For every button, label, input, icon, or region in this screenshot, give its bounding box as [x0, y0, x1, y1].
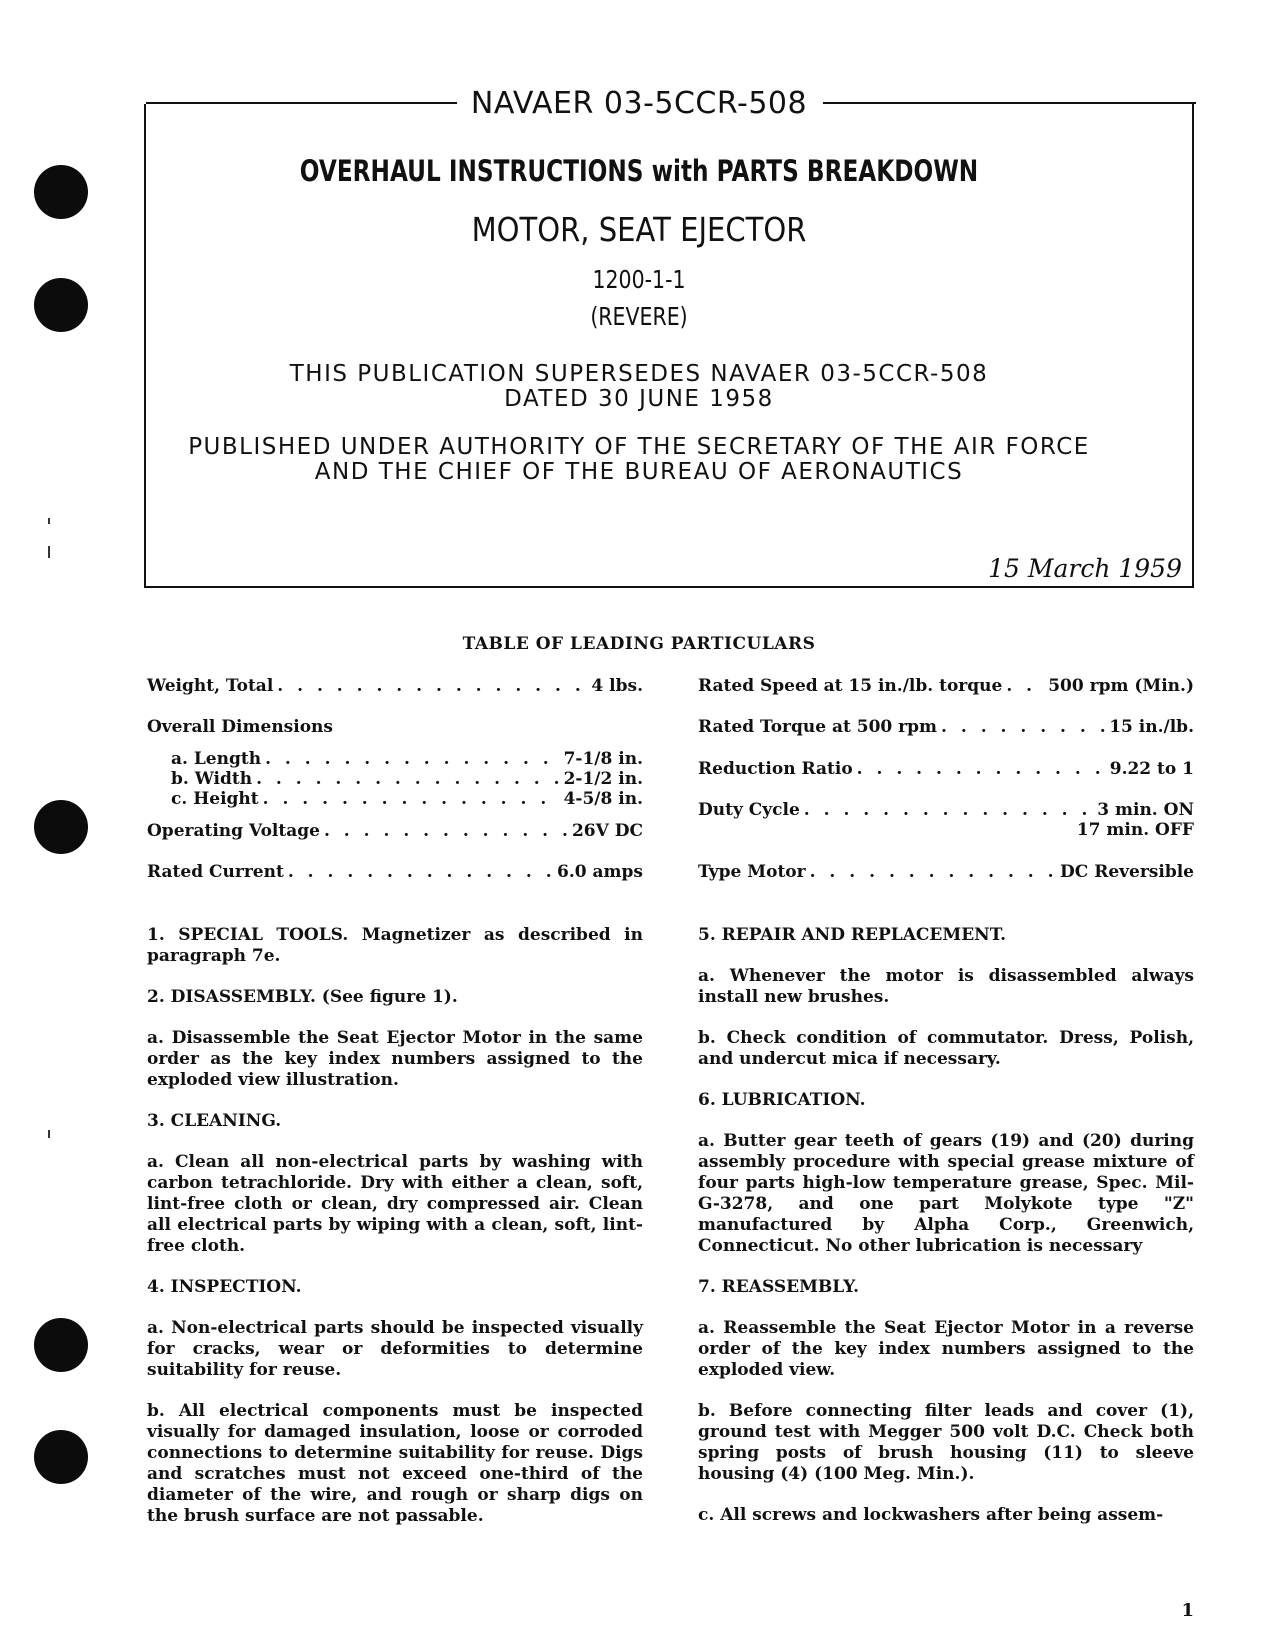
inspection-b: b. All electrical components must be inspected visually for damaged insulation, loose or corroded connections to determine suitability for reuse. Digs and scratches must not exceed one-third of the diameter of the wire, and rough or sharp digs on the brush surface are not passable.: [147, 1401, 643, 1526]
punch-hole: [34, 800, 88, 854]
reassembly-b: b. Before connecting filter leads and cover (1), ground test with Megger 500 volt D.C. Check both spring posts of brush housing (11) to sleeve housing (4) (100 Meg. Min.).: [698, 1401, 1194, 1484]
page-number: 1: [1181, 1600, 1194, 1621]
particular-duty: Duty Cycle . . . 3 min. ON: [698, 800, 1194, 820]
particular-ratio: Reduction Ratio . . . 9.22 to 1: [698, 759, 1194, 779]
repair-b: b. Check condition of commutator. Dress, Polish, and undercut mica if necessary.: [698, 1028, 1194, 1069]
publication-date: 15 March 1959: [988, 554, 1182, 583]
section-repair: 5. REPAIR AND REPLACEMENT.: [698, 925, 1007, 945]
inspection-a: a. Non-electrical parts should be inspected visually for cracks, wear or deformities to determine suitability for reuse.: [147, 1318, 643, 1380]
reassembly-a: a. Reassemble the Seat Ejector Motor in a reverse order of the key index numbers assigned to the exploded view.: [698, 1318, 1194, 1380]
particular-speed: Rated Speed at 15 in./lb. torque . . . 500 rpm (Min.): [698, 676, 1194, 696]
model-number: 1200-1-1: [592, 265, 686, 294]
authority-line-2: AND THE CHIEF OF THE BUREAU OF AERONAUTICS: [314, 459, 964, 485]
left-column: [147, 925, 643, 1527]
particular-length: a. Length . . . 7-1/8 in.: [171, 749, 643, 769]
particular-voltage: Operating Voltage . . . 26V DC: [147, 821, 643, 841]
punch-hole: [34, 1430, 88, 1484]
lubrication-a: a. Butter gear teeth of gears (19) and (20) during assembly procedure with special grease mixture of four parts high-low temperature grease, Spec. Mil-G-3278, and one part Molykote type "Z" manufactured by Alpha Corp., Greenwich, Connecticut. No other lubrication is necessary: [698, 1131, 1194, 1256]
particulars-title: TABLE OF LEADING PARTICULARS: [462, 634, 816, 654]
document-subtitle: MOTOR, SEAT EJECTOR: [471, 210, 807, 249]
supersedes-line-1: THIS PUBLICATION SUPERSEDES NAVAER 03-5CCR-508: [289, 361, 989, 387]
section-disassembly: 2. DISASSEMBLY. (See figure 1).: [147, 987, 458, 1007]
right-column: [698, 925, 1194, 1526]
cleaning-a: a. Clean all non-electrical parts by washing with carbon tetrachloride. Dry with either a clean, soft, lint-free cloth or clean, dry compressed air. Clean all electrical parts by wiping with a clean, soft, lint-free cloth.: [147, 1152, 643, 1256]
disassembly-a: a. Disassemble the Seat Ejector Motor in the same order as the key index numbers assigned to the exploded view illustration.: [147, 1028, 643, 1090]
particular-torque: Rated Torque at 500 rpm . . . 15 in./lb.: [698, 717, 1194, 737]
particular-width: b. Width . . . 2-1/2 in.: [171, 769, 643, 789]
authority-line-1: PUBLISHED UNDER AUTHORITY OF THE SECRETARY OF THE AIR FORCE: [188, 434, 1090, 460]
section-special-tools: 1. SPECIAL TOOLS. Magnetizer as described in paragraph 7e.: [147, 925, 643, 966]
repair-a: a. Whenever the motor is disassembled always install new brushes.: [698, 966, 1194, 1007]
margin-mark: [48, 518, 50, 524]
particular-type: Type Motor . . . DC Reversible: [698, 862, 1194, 882]
punch-hole: [34, 1318, 88, 1372]
document-number: NAVAER 03-5CCR-508: [0, 86, 1278, 121]
section-lubrication: 6. LUBRICATION.: [698, 1090, 866, 1110]
section-reassembly: 7. REASSEMBLY.: [698, 1277, 859, 1297]
manufacturer: (REVERE): [590, 302, 688, 331]
particular-height: c. Height . . . 4-5/8 in.: [171, 789, 643, 809]
punch-hole: [34, 278, 88, 332]
section-cleaning: 3. CLEANING.: [147, 1111, 282, 1131]
document-title: OVERHAUL INSTRUCTIONS with PARTS BREAKDOWN: [299, 154, 979, 188]
reassembly-c: c. All screws and lockwashers after being assem-: [698, 1505, 1164, 1525]
dimensions-label: Overall Dimensions: [147, 717, 333, 737]
margin-mark: [48, 1130, 50, 1138]
margin-mark: [48, 546, 50, 558]
supersedes-line-2: DATED 30 JUNE 1958: [504, 386, 774, 412]
particular-duty-off: 17 min. OFF: [1076, 820, 1194, 840]
particular-weight: Weight, Total . . . 4 lbs.: [147, 676, 643, 696]
particular-current: Rated Current . . . 6.0 amps: [147, 862, 643, 882]
section-inspection: 4. INSPECTION.: [147, 1277, 302, 1297]
